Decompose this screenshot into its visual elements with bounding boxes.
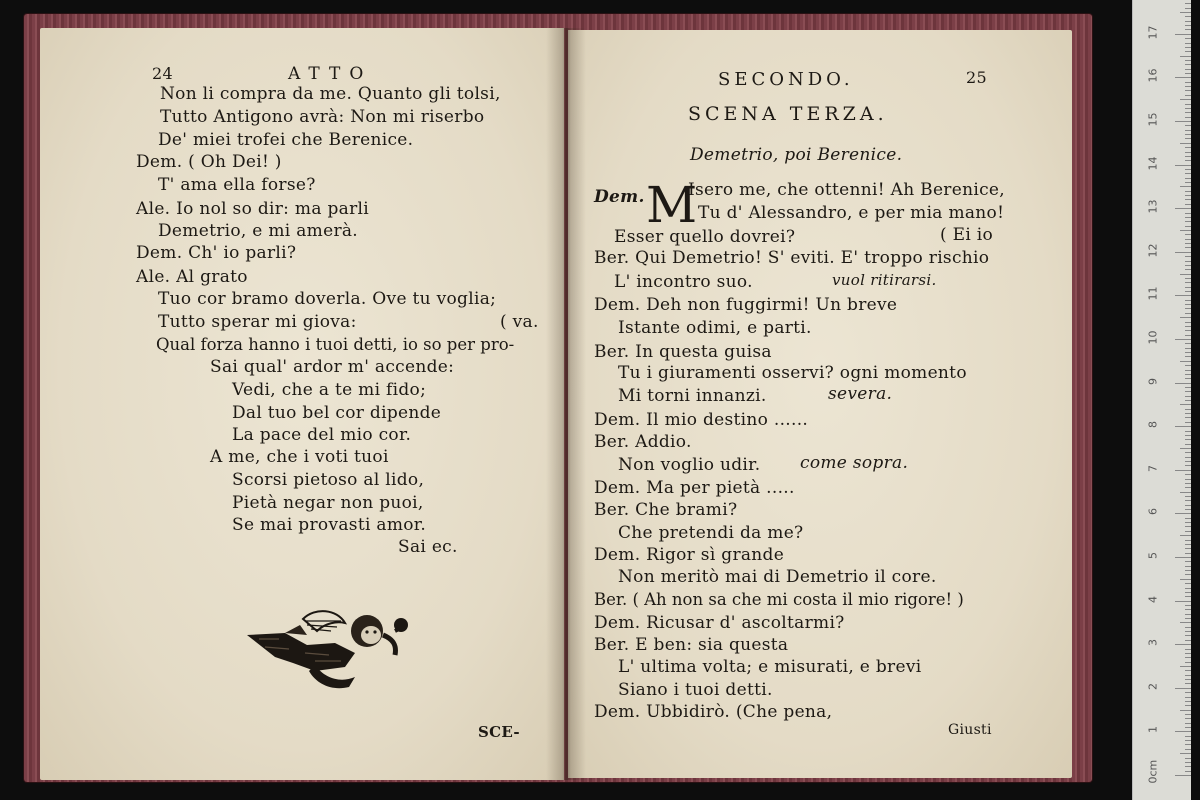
ruler-tick <box>1185 461 1191 462</box>
ruler-tick <box>1185 522 1191 523</box>
catchword-right: Giusti <box>948 722 992 738</box>
stage-direction: ( va. <box>500 312 539 332</box>
text-line: Esser quello dovrei? <box>614 227 796 247</box>
running-head-left: ATTO <box>288 64 373 84</box>
ruler-tick <box>1185 614 1191 615</box>
ruler-tick <box>1185 592 1191 593</box>
ruler-tick <box>1185 21 1191 22</box>
text-line: Ber. ( Ah non sa che mi costa il mio rigore! ) <box>594 590 964 609</box>
ruler-tick <box>1185 744 1191 745</box>
ruler-tick <box>1185 29 1191 30</box>
ruler-tick <box>1185 400 1191 401</box>
ruler-tick <box>1185 25 1191 26</box>
ruler-tick <box>1185 330 1191 331</box>
ruler-tick <box>1185 43 1191 44</box>
ruler-tick <box>1185 640 1191 641</box>
ruler-tick <box>1185 243 1191 244</box>
ruler-tick <box>1185 396 1191 397</box>
ruler-tick <box>1185 701 1191 702</box>
ruler-tick <box>1180 186 1191 187</box>
text-line: Dem. Ma per pietà ..... <box>594 478 795 498</box>
page-number-left: 24 <box>152 64 173 83</box>
ruler-tick <box>1185 156 1191 157</box>
text-line: De' miei trofei che Berenice. <box>158 130 414 150</box>
text-line: Non voglio udir. <box>618 455 761 475</box>
text-line: Ber. In questa guisa <box>594 342 772 362</box>
ruler-label: 0cm <box>1146 759 1160 784</box>
ruler-tick <box>1175 644 1191 645</box>
aria-line: Dal tuo bel cor dipende <box>232 403 442 423</box>
ruler-tick <box>1185 365 1191 366</box>
ruler-tick <box>1185 540 1191 541</box>
ruler-tick <box>1185 239 1191 240</box>
ruler-tick <box>1185 326 1191 327</box>
ruler-tick <box>1185 64 1191 65</box>
text-line: L' incontro suo. <box>614 272 753 292</box>
ruler-tick <box>1185 134 1191 135</box>
ruler-tick <box>1175 557 1191 558</box>
scene-subtitle: Demetrio, poi Berenice. <box>690 145 903 165</box>
text-line: Tuo cor bramo doverla. Ove tu voglia; <box>158 289 497 309</box>
speaker-label: Dem. <box>594 187 645 207</box>
ruler-tick <box>1185 574 1191 575</box>
ruler-label: 11 <box>1146 286 1160 301</box>
ruler-tick <box>1185 335 1191 336</box>
ruler-tick <box>1185 51 1191 52</box>
ruler-tick <box>1185 117 1191 118</box>
ruler-label: 4 <box>1146 595 1160 603</box>
ruler-tick <box>1185 261 1191 262</box>
ruler-tick <box>1185 749 1191 750</box>
ruler-tick <box>1185 413 1191 414</box>
ruler-tick <box>1185 69 1191 70</box>
ruler-tick <box>1185 627 1191 628</box>
ruler-tick <box>1185 352 1191 353</box>
ruler-tick <box>1180 99 1191 100</box>
ruler-tick <box>1185 561 1191 562</box>
ruler-tick <box>1185 221 1191 222</box>
ruler-tick <box>1185 653 1191 654</box>
ruler-tick <box>1185 234 1191 235</box>
ruler-tick <box>1185 16 1191 17</box>
ruler-tick <box>1180 12 1191 13</box>
ruler-tick <box>1185 544 1191 545</box>
ruler-tick <box>1180 753 1191 754</box>
ruler-tick <box>1185 718 1191 719</box>
ruler-tick <box>1185 125 1191 126</box>
ruler-tick <box>1185 374 1191 375</box>
aria-line: Sai qual' ardor m' accende: <box>210 357 455 377</box>
text-line: Dem. ( Oh Dei! ) <box>136 152 282 172</box>
text-line: Dem. Ch' io parli? <box>136 243 297 263</box>
text-line: Ber. Qui Demetrio! S' eviti. E' troppo rischio <box>594 248 990 268</box>
ruler-tick <box>1185 147 1191 148</box>
text-line: Dem. Il mio destino ...... <box>594 410 809 430</box>
ruler-tick <box>1185 553 1191 554</box>
ruler-tick <box>1175 470 1191 471</box>
ruler-label: 8 <box>1146 421 1160 429</box>
ruler-tick <box>1175 339 1191 340</box>
text-line: Istante odimi, e parti. <box>618 318 812 338</box>
ruler-label: 17 <box>1146 25 1160 40</box>
ruler-tick <box>1180 404 1191 405</box>
text-line: Tu i giuramenti osservi? ogni momento <box>618 363 967 383</box>
ruler-tick <box>1175 208 1191 209</box>
ruler-tick <box>1185 740 1191 741</box>
ruler-tick <box>1185 217 1191 218</box>
ruler-tick <box>1185 265 1191 266</box>
ruler-tick <box>1180 666 1191 667</box>
text-line: T' ama ella forse? <box>158 175 316 195</box>
ruler-tick <box>1185 531 1191 532</box>
ruler-tick <box>1185 108 1191 109</box>
ruler-tick <box>1185 736 1191 737</box>
text-line: Dem. Ricusar d' ascoltarmi? <box>594 613 845 633</box>
ruler-tick <box>1185 439 1191 440</box>
ruler-tick <box>1185 178 1191 179</box>
aria-line: La pace del mio cor. <box>232 425 412 445</box>
text-line: Qual forza hanno i tuoi detti, io so per pro- <box>156 335 515 354</box>
ruler-tick <box>1185 47 1191 48</box>
ruler-tick <box>1185 378 1191 379</box>
text-line: Non meritò mai di Demetrio il core. <box>618 567 937 587</box>
ruler-label: 13 <box>1146 199 1160 214</box>
ruler-label: 10 <box>1146 330 1160 345</box>
aria-ending: Sai ec. <box>398 537 458 557</box>
ruler-tick <box>1185 8 1191 9</box>
ruler-tick <box>1185 758 1191 759</box>
ruler-tick <box>1185 370 1191 371</box>
ruler-tick <box>1185 60 1191 61</box>
text-line: Non li compra da me. Quanto gli tolsi, <box>160 84 501 104</box>
running-head-right: SECONDO. <box>718 69 854 90</box>
text-line: Ber. Addio. <box>594 432 692 452</box>
ruler-tick <box>1180 492 1191 493</box>
ruler-label: 3 <box>1146 639 1160 647</box>
ruler-tick <box>1185 343 1191 344</box>
ruler-tick <box>1185 182 1191 183</box>
ruler-tick <box>1185 705 1191 706</box>
ruler-tick <box>1185 670 1191 671</box>
aria-line: Pietà negar non puoi, <box>232 493 424 513</box>
ruler-tick <box>1185 247 1191 248</box>
ruler-tick <box>1185 479 1191 480</box>
ruler-tick <box>1185 387 1191 388</box>
ruler-tick <box>1185 278 1191 279</box>
ruler-tick <box>1185 417 1191 418</box>
stage-direction: come sopra. <box>800 453 909 473</box>
ruler-label: 14 <box>1146 156 1160 171</box>
ruler-tick <box>1180 622 1191 623</box>
ruler-tick <box>1185 474 1191 475</box>
ruler-tick <box>1185 86 1191 87</box>
ruler-label: 7 <box>1146 464 1160 472</box>
ruler-tick <box>1185 771 1191 772</box>
ruler-tick <box>1185 90 1191 91</box>
text-line: L' ultima volta; e misurati, e brevi <box>618 657 922 677</box>
ruler-tick <box>1185 496 1191 497</box>
text-line: Isero me, che ottenni! Ah Berenice, <box>688 180 1005 200</box>
text-line: Ale. Io nol so dir: ma parli <box>136 199 369 219</box>
ruler-tick <box>1185 112 1191 113</box>
ruler-tick <box>1185 452 1191 453</box>
ruler-tick <box>1175 383 1191 384</box>
text-line: Siano i tuoi detti. <box>618 680 773 700</box>
ruler-tick <box>1185 130 1191 131</box>
ruler-tick <box>1185 313 1191 314</box>
ruler-tick <box>1185 649 1191 650</box>
cherub-ornament-icon <box>245 605 415 695</box>
ruler-label: 2 <box>1146 682 1160 690</box>
ruler-tick <box>1185 679 1191 680</box>
ruler-label: 12 <box>1146 243 1160 258</box>
ruler-tick <box>1185 631 1191 632</box>
ruler-label: 16 <box>1146 68 1160 83</box>
ruler-tick <box>1185 675 1191 676</box>
ruler-tick <box>1175 77 1191 78</box>
ruler-tick <box>1185 548 1191 549</box>
aria-line: A me, che i voti tuoi <box>210 447 389 467</box>
text-line: Mi torni innanzi. <box>618 386 767 406</box>
ruler-tick <box>1185 570 1191 571</box>
ruler-tick <box>1185 391 1191 392</box>
ruler-tick <box>1175 426 1191 427</box>
ruler-tick <box>1175 165 1191 166</box>
ruler-tick <box>1180 230 1191 231</box>
ruler-tick <box>1185 505 1191 506</box>
ruler-tick <box>1185 348 1191 349</box>
text-line: Tutto sperar mi giova: <box>158 312 357 332</box>
ruler-tick <box>1185 727 1191 728</box>
ruler-tick <box>1185 169 1191 170</box>
ruler-label: 15 <box>1146 112 1160 127</box>
text-line: Tu d' Alessandro, e per mia mano! <box>698 203 1005 223</box>
ruler-tick <box>1185 435 1191 436</box>
ruler-label: 5 <box>1146 552 1160 559</box>
stage-direction: ( Ei io <box>940 225 994 245</box>
ruler-tick <box>1180 274 1191 275</box>
ruler-tick <box>1180 56 1191 57</box>
ruler-tick <box>1185 195 1191 196</box>
ruler-tick <box>1185 692 1191 693</box>
ruler-tick <box>1185 287 1191 288</box>
ruler-tick <box>1180 710 1191 711</box>
ruler-tick <box>1185 588 1191 589</box>
ruler-tick <box>1175 513 1191 514</box>
ruler-label: 9 <box>1146 377 1160 385</box>
ruler-tick <box>1185 609 1191 610</box>
ruler-tick <box>1175 121 1191 122</box>
ruler-tick <box>1185 509 1191 510</box>
ruler-label: 1 <box>1146 726 1160 734</box>
stage-direction: vuol ritirarsi. <box>832 271 937 289</box>
ruler-tick <box>1175 688 1191 689</box>
ruler-tick <box>1185 173 1191 174</box>
ruler-tick <box>1185 723 1191 724</box>
page-number-right: 25 <box>966 68 987 87</box>
ruler-tick <box>1175 775 1191 776</box>
ruler-tick <box>1185 82 1191 83</box>
ruler-tick <box>1185 322 1191 323</box>
ruler-tick <box>1185 657 1191 658</box>
ruler-tick <box>1185 213 1191 214</box>
ruler-tick <box>1185 356 1191 357</box>
ruler-tick <box>1185 714 1191 715</box>
ruler-tick <box>1185 73 1191 74</box>
text-line: Demetrio, e mi amerà. <box>158 221 359 241</box>
ruler-tick <box>1180 143 1191 144</box>
ruler-tick <box>1185 199 1191 200</box>
ruler-tick <box>1185 596 1191 597</box>
stage-direction: severa. <box>828 384 893 404</box>
ruler-tick <box>1185 269 1191 270</box>
ruler-tick <box>1185 526 1191 527</box>
scene-title: SCENA TERZA. <box>688 103 888 125</box>
text-line: Ber. E ben: sia questa <box>594 635 789 655</box>
ruler-tick <box>1180 448 1191 449</box>
text-line: Tutto Antigono avrà: Non mi riserbo <box>160 107 485 127</box>
aria-line: Se mai provasti amor. <box>232 515 427 535</box>
aria-line: Scorsi pietoso al lido, <box>232 470 425 490</box>
ruler-tick <box>1185 566 1191 567</box>
ruler-tick <box>1175 601 1191 602</box>
text-line: Che pretendi da me? <box>618 523 804 543</box>
ruler-tick <box>1180 317 1191 318</box>
ruler-tick <box>1185 483 1191 484</box>
ruler-tick <box>1185 152 1191 153</box>
aria-line: Vedi, che a te mi fido; <box>232 380 427 400</box>
ruler-tick <box>1180 535 1191 536</box>
ruler-tick <box>1185 500 1191 501</box>
ruler-tick <box>1175 34 1191 35</box>
ruler-tick <box>1185 766 1191 767</box>
ruler-tick <box>1185 38 1191 39</box>
ruler-tick <box>1185 291 1191 292</box>
ruler-tick <box>1185 95 1191 96</box>
ruler-tick <box>1185 635 1191 636</box>
measuring-ruler <box>1132 0 1191 800</box>
ruler-tick <box>1185 518 1191 519</box>
ruler-tick <box>1180 579 1191 580</box>
ruler-tick <box>1185 300 1191 301</box>
text-line: Dem. Rigor sì grande <box>594 545 785 565</box>
ruler-tick <box>1185 204 1191 205</box>
ruler-tick <box>1175 731 1191 732</box>
ruler-label: 6 <box>1146 508 1160 516</box>
ruler-tick <box>1185 308 1191 309</box>
ruler-tick <box>1185 605 1191 606</box>
ruler-tick <box>1185 465 1191 466</box>
catchword-left: SCE- <box>478 723 520 741</box>
ruler-tick <box>1185 662 1191 663</box>
ruler-tick <box>1185 3 1191 4</box>
ruler-tick <box>1185 444 1191 445</box>
ruler-tick <box>1185 697 1191 698</box>
ruler-tick <box>1185 104 1191 105</box>
ruler-tick <box>1185 583 1191 584</box>
ruler-tick <box>1185 160 1191 161</box>
ruler-tick <box>1185 191 1191 192</box>
ruler-tick <box>1175 295 1191 296</box>
text-line: Ber. Che brami? <box>594 500 738 520</box>
text-line: Dem. Deh non fuggirmi! Un breve <box>594 295 898 315</box>
text-line: Dem. Ubbidirò. (Che pena, <box>594 702 833 722</box>
ruler-tick <box>1185 282 1191 283</box>
ruler-tick <box>1185 431 1191 432</box>
ruler-tick <box>1185 487 1191 488</box>
ruler-tick <box>1185 226 1191 227</box>
ruler-tick <box>1185 409 1191 410</box>
ruler-tick <box>1185 256 1191 257</box>
ruler-tick <box>1185 762 1191 763</box>
ruler-tick <box>1185 618 1191 619</box>
ruler-tick <box>1185 138 1191 139</box>
ruler-tick <box>1185 422 1191 423</box>
ruler-tick <box>1185 304 1191 305</box>
text-line: Ale. Al grato <box>136 267 248 287</box>
ruler-tick <box>1185 457 1191 458</box>
ruler-tick <box>1185 683 1191 684</box>
drop-cap: M <box>646 176 698 234</box>
ruler-tick <box>1180 361 1191 362</box>
ruler-tick <box>1175 252 1191 253</box>
